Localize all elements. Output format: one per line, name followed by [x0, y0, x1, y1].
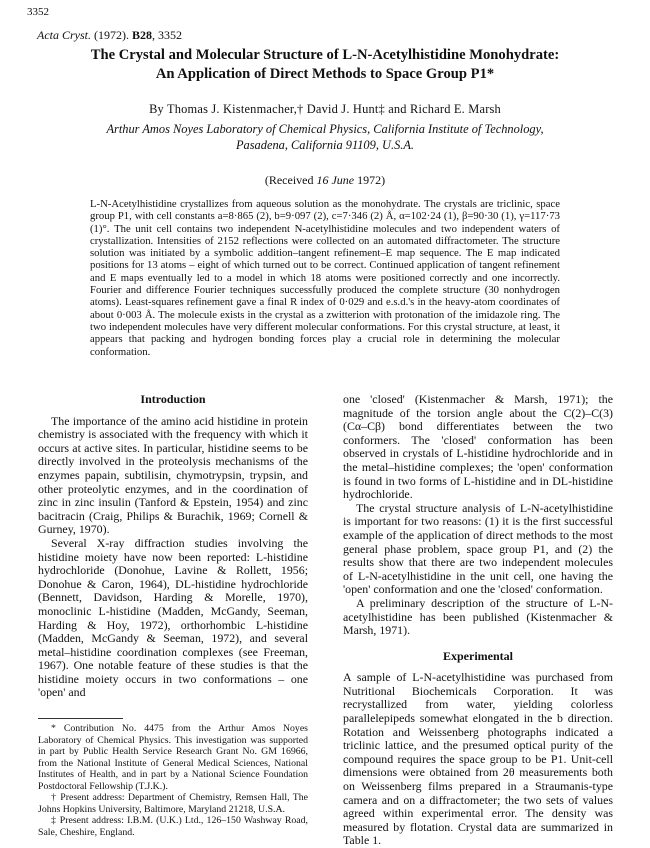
- authors: By Thomas J. Kistenmacher,† David J. Hunt‡ and Richard E. Marsh: [149, 102, 501, 116]
- received-open: (Received: [264, 173, 314, 187]
- journal-volume: B28: [132, 28, 153, 42]
- page-number: 3352: [27, 6, 49, 18]
- affiliation-line-1: Arthur Amos Noyes Laboratory of Chemical Physics, California Institute of Technology,: [106, 122, 544, 136]
- introduction-paragraph-5: A preliminary description of the structure of L-N-acetylhistidine has been published (Kistenmacher & Marsh, 1971).: [343, 595, 613, 638]
- experimental-heading: Experimental: [443, 648, 513, 663]
- introduction-paragraph-1: The importance of the amino acid histidine in protein chemistry is associated with the frequency with which it occurs at active sites. In particular, histidine seems to be directly involved in the proteolysis mechanisms of the enzymes papain, subtilisin, chymotrypsin, trypsin, and other proteolytic enzymes, and in the coordination of zinc in zinc insulin (Tanford & Epstein, 1954) and zinc bacitracin (Craig, Philips & Burachik, 1969; Cornell & Gurney, 1970).: [38, 413, 308, 537]
- footnote-2: † Present address: Department of Chemistry, Remsen Hall, The Johns Hopkins University, Baltimore, Maryland 21218, U.S.A.: [38, 792, 308, 815]
- experimental-paragraph-1: A sample of L-N-acetylhistidine was purchased from Nutritional Biochemicals Corporation. It was recrystallized from water, yielding colorless parallelepipeds somewhat elongated in the b direction. Rotation and Weissenberg photographs indicated a triclinic lattice, and the presumed optical purity of the compound requires the space group to be P1. Unit-cell dimensions were obtained from 2θ measurements both on Weissenberg films prepared in a Straumanis-type camera and on a diffractometer; the two sets of values agreed within experimental error. The density was measured by flotation. Crystal data are summarized in Table 1.: [343, 670, 613, 848]
- right-column: [343, 393, 613, 848]
- affiliation: [40, 121, 610, 153]
- left-column: [38, 393, 308, 700]
- introduction-paragraph-3: one 'closed' (Kistenmacher & Marsh, 1971); the magnitude of the torsion angle about the C(2)–C(3) (Cα–Cβ) bond differentiates between the two conformers. The 'closed' conformation has been observed in crystals of L-histidine hydrochloride and in the metal–histidine complexes; the 'open' conformation is found in two forms of L-histidine and in DL-histidine hydrochloride.: [343, 392, 613, 502]
- title-line-1: The Crystal and Molecular Structure of L-N-Acetylhistidine Monohydrate:: [90, 47, 560, 63]
- journal-year: (1972).: [94, 28, 129, 42]
- footnote-rule: [38, 718, 123, 719]
- footnote-3: ‡ Present address: I.B.M. (U.K.) Ltd., 126–150 Washway Road, Sale, Cheshire, England.: [38, 815, 308, 838]
- abstract: L-N-Acetylhistidine crystallizes from aqueous solution as the monohydrate. The crystals are triclinic, space group P1, with cell constants a=8·865 (2), b=9·097 (2), c=7·346 (2) Å, α=102·24 (1), β=90·30 (1), γ=117·73 (1)°. The unit cell contains two independent N-acetylhistidine molecules and two independent waters of crystallization. Intensities of 2152 reflections were collected on an automated diffractometer. The structure solution was initiated by a symbolic addition–tangent refinement–E map sequence. The E map indicated positions for 13 atoms – eight of which turned out to be correct. Continued application of tangent refinement and E maps eventually led to a model in which 18 atoms were positioned correctly and one incorrectly. Fourier and difference Fourier techniques successfully produced the complete structure (30 nonhydrogen atoms). Least-squares refinement gave a final R index of 0·029 and e.s.d.'s in the heavy-atom coordinates of about 0·003 Å. The molecule exists in the crystal as a zwitterion with protonation of the imidazole ring. The two independent molecules have very different molecular conformations. For this crystal structure, at least, it appears that packing and hydrogen bonding forces play a crucial role in determining the molecular conformation.: [90, 198, 560, 358]
- journal-page: 3352: [158, 28, 183, 42]
- journal-name: Acta Cryst.: [37, 28, 91, 42]
- footnotes: [38, 718, 308, 838]
- journal-reference: Acta Cryst. (1972). B28, 3352: [37, 28, 183, 42]
- introduction-paragraph-2: Several X-ray diffraction studies involving the histidine moiety have now been reported: L-histidine hydrochloride (Donohue, Lavine & Rollett, 1956; Donohue & Caron, 1964), DL-histidine hydrochloride (Bennett, Davidson, Harding & Morelle, 1970), monoclinic L-histidine (Madden, McGandy, Seeman, Harding & Hoy, 1972), orthorhombic L-histidine (Madden, McGandy & Seeman, 1972), and several metal–histidine coordination complexes (see Freeman, 1967). One notable feature of these studies is that the histidine moiety occurs in two conformations – one 'open' and: [38, 535, 308, 700]
- received-date: [40, 173, 610, 188]
- introduction-paragraph-4: The crystal structure analysis of L-N-acetylhistidine is important for two reasons: (1) it is the first successful example of the application of direct methods to the most general phase problem, space group P1, and (2) the results show that there are two independent molecules of L-N-acetylhistidine in the unit cell, one having the 'open' conformation and one the 'closed' conformation.: [343, 500, 613, 597]
- title-line-2: An Application of Direct Methods to Space Group P1*: [155, 66, 495, 82]
- footnote-1: * Contribution No. 4475 from the Arthur Amos Noyes Laboratory of Chemical Physics. This investigation was supported in part by Public Health Service Research Grant No. GM 16966, from the National Institute of General Medical Sciences, National Institutes of Health, and in part by a National Science Foundation Postdoctoral Fellowship (T.J.K.).: [38, 723, 308, 792]
- introduction-heading: Introduction: [140, 392, 206, 406]
- paper-title: [40, 46, 610, 84]
- affiliation-line-2: Pasadena, California 91109, U.S.A.: [235, 138, 415, 152]
- received-close: 1972): [357, 173, 386, 187]
- received-date-value: 16 June: [316, 173, 355, 187]
